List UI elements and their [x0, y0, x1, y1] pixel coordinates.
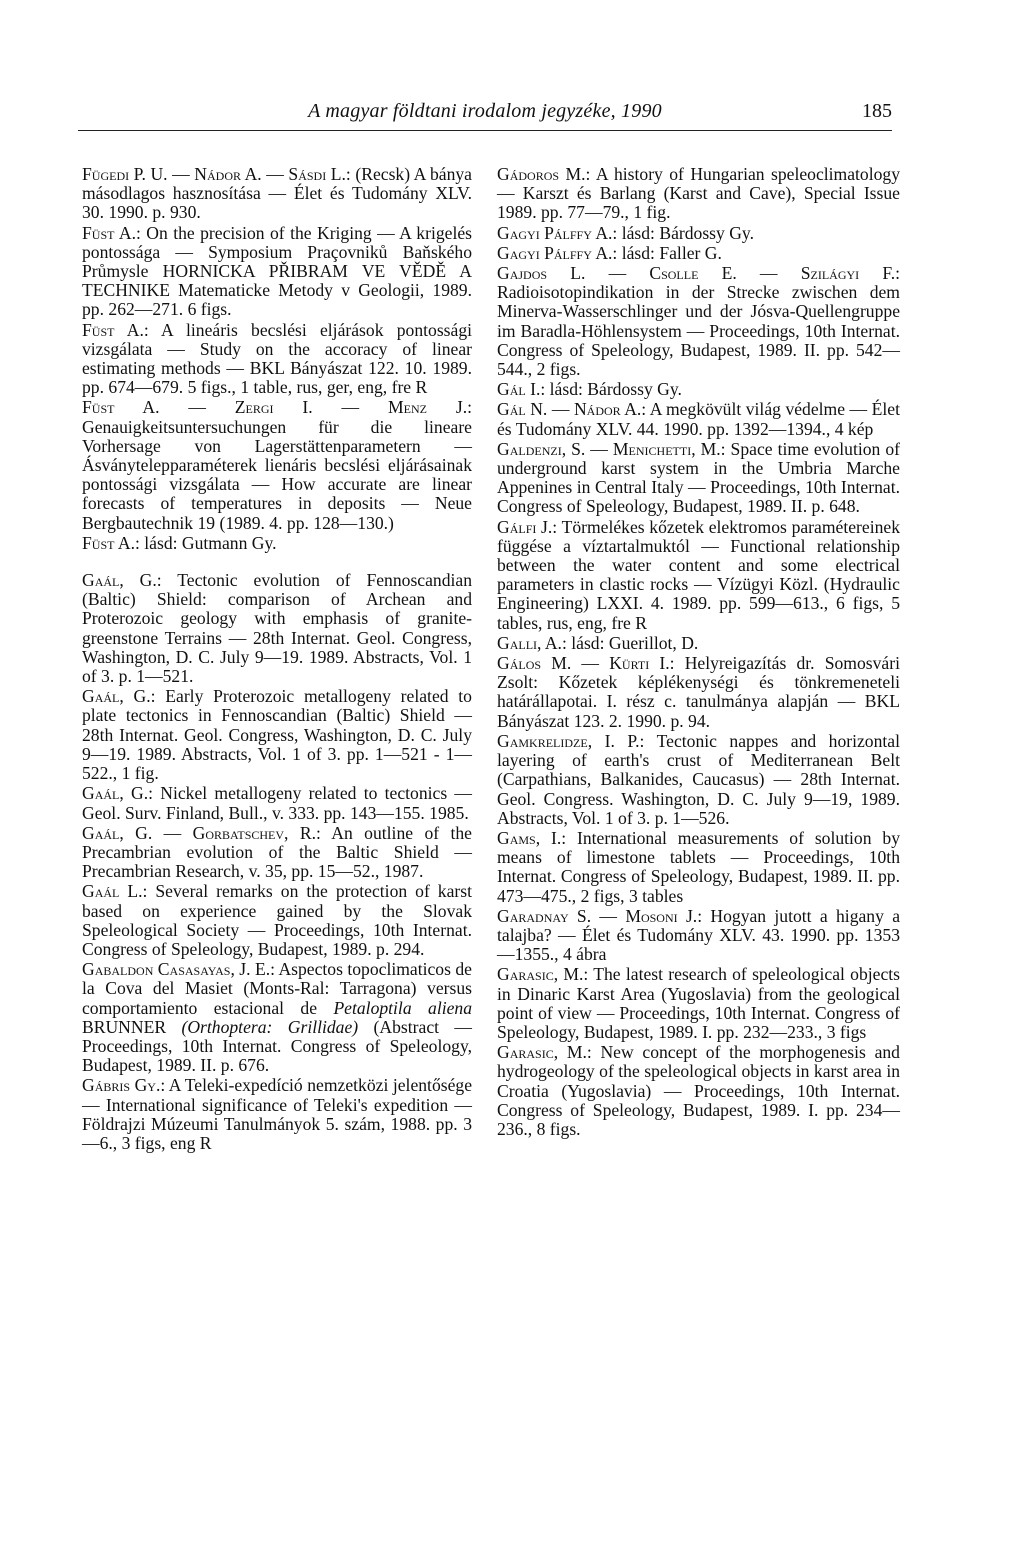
entry-author: Garadnay S. — Mosoni J.: — [497, 905, 703, 926]
entry-author: Gál N. — Nádor A.: — [497, 399, 647, 420]
bibliography-entry — [82, 882, 472, 959]
entry-citation: Space time evolution of underground karst system in the Umbria Marche Appenines in Central Italy — Proceedings, 10th Internat. Congress of Speleology, Budapest, 1989. II. p. 648. — [497, 438, 900, 517]
bibliography-entry — [82, 321, 472, 398]
entry-author: Gálfi J.: — [497, 516, 558, 537]
bibliography-entry — [82, 687, 472, 783]
entry-author: Garasic, M.: — [497, 964, 589, 985]
bibliography-entry — [497, 165, 900, 223]
bibliography-entry — [497, 244, 900, 263]
bibliography-entry — [497, 380, 900, 399]
entry-author: Gams, I.: — [497, 827, 567, 848]
entry-author: Füst A.: — [82, 222, 141, 243]
entry-author: Gajdos L. — Csolle E. — Szilágyi F.: — [497, 263, 900, 284]
entry-citation: The latest research of speleological objects in Dinaric Karst Area (Yugoslavia) from the geological point of view — Proceedings, 10th Internat. Congress of Speleology, Budapest, 1989. I. pp. 232—233., 3 figs — [497, 964, 900, 1042]
entry-citation: International measurements of solution by means of limestone tablets — Proceedings, 10th Internat. Congress of Speleology, Budapest, 1989. II. pp. 473—475., 2 figs, 3 tables — [497, 827, 900, 906]
page-number: 185 — [862, 100, 892, 122]
entry-author: Gabaldon Casasayas, J. E.: — [82, 959, 275, 980]
entry-author: Füst A. — Zergi I. — Menz J.: — [82, 397, 472, 418]
entry-citation: Nickel metallogeny related to tectonics — Geol. Surv. Finland, Bull., v. 333. pp. 143—155. 1985. — [82, 783, 472, 823]
entry-author: Füst A.: — [82, 532, 140, 553]
entry-citation: lásd: Guerillot, D. — [566, 632, 699, 653]
bibliography-entry — [82, 224, 472, 320]
entry-author: Gaál L.: — [82, 881, 148, 902]
bibliography-entry — [82, 398, 472, 532]
entry-citation: Several remarks on the protection of karst based on experience gained by the Slovak Speleological Society — Proceedings, 10th Internat. Congress of Speleology, Budapest, 1989. p. 294. — [82, 881, 472, 959]
entry-author: Gagyi Pálffy A.: — [497, 222, 618, 243]
entry-author: Gaál, G.: — [82, 570, 162, 591]
entry-citation: A Teleki-expedíció nemzetközi jelentősége — International significance of Teleki's expedition — Földrajzi Múzeumi Tanulmányok 5. szám, 1988. pp. 3—6., 3 figs, eng R — [82, 1075, 472, 1153]
bibliography-entry — [82, 1076, 472, 1153]
bibliography-entry — [497, 1043, 900, 1139]
entry-author: Gaál, G. — Gorbatschev, R.: — [82, 822, 321, 843]
entry-citation: New concept of the morphogenesis and hydrogeology of the speleological objects in karst area in Croatia (Yugoslavia) — Proceedings, 10th Internat. Congress of Speleology, Budapest, 1989. I. pp. 234—236., 8 figs. — [497, 1042, 900, 1139]
entry-citation: Helyreigazítás dr. Somosvári Zsolt: Kőzetek képlékenységi és tönkremeneteli határállapotai. I. rész c. tanulmánya alapján — BKL Bányászat 123. 2. 1990. p. 94. — [497, 653, 900, 731]
entry-citation: Genauigkeitsuntersuchungen für die lineare Vorhersage von Lagerstättenparametern — Ásványtelepparaméterek lienáris becslési eljárásainak pontossági vizsgálata — How accurate are linear forecasts of temperatures in deposits — Neue Bergbautechnik 19 (1989. 4. pp. 128—130.) — [82, 416, 472, 533]
running-header — [78, 96, 892, 131]
taxon-order: (Orthoptera: Grillidae) — [181, 1016, 359, 1037]
entry-author: Galli, A.: — [497, 632, 567, 653]
entry-citation: (Recsk) A bánya másodlagos hasznosítása — Élet és Tudomány XLV. 30. 1990. p. 930. — [82, 164, 472, 223]
bibliography-entry — [82, 824, 472, 882]
entry-author: Garasic, M.: — [497, 1042, 592, 1063]
entry-citation: lásd: Faller G. — [617, 242, 722, 263]
entry-citation: An outline of the Precambrian evolution of the Baltic Shield — Precambrian Research, v. 35, pp. 15—52., 1987. — [82, 822, 472, 882]
bibliography-entry — [82, 165, 472, 223]
entry-citation: Radioisotopindikation in der Strecke zwischen dem Minerva-Wasserschlinger und der Jósva-Quellengruppe im Baradla-Höhlensystem — Proceedings, 10th Internat. Congress of Speleology, Budapest, 1989. II. pp. 542—544., 2 figs. — [497, 282, 900, 380]
bibliography-entry — [497, 907, 900, 965]
entry-author: Gábris Gy.: — [82, 1075, 166, 1096]
entry-citation: A megkövült világ védelme — Élet és Tudomány XLV. 44. 1990. pp. 1392—1394., 4 kép — [497, 399, 900, 439]
entry-citation: lásd: Gutmann Gy. — [139, 532, 277, 553]
bibliography-entry — [497, 634, 900, 653]
entry-citation-part: (Abstract — Proceedings, 10th Internat. Congress of Speleology, Budapest, 1989. II. p. 676. — [82, 1016, 473, 1076]
bibliography-entry — [497, 400, 900, 438]
entry-citation: lásd: Bárdossy Gy. — [545, 379, 682, 400]
entry-citation: Tectonic evolution of Fennoscandian (Baltic) Shield: comparison of Archean and Proterozoic geology with emphasis of granite-greenstone Terrains — 28th Internat. Geol. Congress, Washington, D. C. July 9—19. 1989. Abstracts, Vol. 1 of 3. p. 1—521. — [82, 570, 472, 687]
entry-citation: Hogyan jutott a higany a talajba? — Élet és Tudomány XLV. 43. 1990. pp. 1353—1355., 4 ábra — [497, 905, 901, 965]
entry-citation: Törmelékes kőzetek elektromos paramétereinek függése a víztartalmuktól — Functional relationship between the water content and some electrical parameters in clastic rocks — Vízügyi Közl. (Hydraulic Engineering) LXXI. 4. 1989. pp. 599—613., 6 figs, 5 tables, rus, eng, fre R — [497, 516, 900, 633]
running-title: A magyar földtani irodalom jegyzéke, 1990 — [308, 100, 662, 122]
bibliography-entry — [497, 732, 900, 828]
entry-citation: On the precision of the Kriging — A krigelés pontossága — Symposium Praçovniků Baňského Průmysle HORNICKA PŘIBRAM VE VĚDĚ A TECHNIKE Matematicke Metody v Geologii, 1989. pp. 262—271. 6 figs. — [82, 222, 472, 320]
bibliography-entry — [82, 534, 472, 553]
entry-citation: A history of Hungarian speleoclimatology — Karszt és Barlang (Karst and Cave), Special Issue 1989. pp. 77—79., 1 fig. — [497, 164, 900, 223]
bibliography-entry — [497, 965, 900, 1042]
entry-citation: A lineáris becslési eljárások pontossági vizsgálata — Study on the accoracy of linear estimating methods — BKL Bányászat 122. 10. 1989. pp. 674—679. 5 figs., 1 table, rus, ger, eng, fre R — [82, 319, 473, 398]
entry-author: Gaál, G.: — [82, 783, 154, 804]
entry-author: Gálos M. — Kürti I.: — [497, 653, 675, 674]
entry-citation-part: BRUNNER — [82, 1016, 182, 1037]
bibliography-entry — [82, 571, 472, 686]
bibliography-entry — [497, 654, 900, 731]
entry-author: Gagyi Pálffy A.: — [497, 242, 618, 263]
entry-citation: Aspectos topoclimaticos de la Cova del Masiet (Monts-Ral: Tarragona) versus comportamiento estacional de — [82, 959, 472, 1018]
entry-citation: Early Proterozoic metallogeny related to plate tectonics in Fennoscandian (Baltic) Shield — 28th Internat. Geol. Congress, Washington, D. C. July 9—19. 1989. Abstracts, Vol. 1 of 3. pp. 1—521 - 1—522., 1 fig. — [82, 686, 472, 784]
entry-author: Füst A.: — [82, 319, 149, 340]
bibliography-entry — [497, 518, 900, 633]
entry-author: Galdenzi, S. — Menichetti, M.: — [497, 438, 726, 459]
right-column — [497, 165, 900, 1139]
bibliography-entry — [497, 224, 900, 243]
bibliography-entry — [82, 960, 472, 1075]
bibliography-entry — [497, 440, 900, 517]
entry-author: Gádoros M.: — [497, 164, 591, 184]
entry-author: Gaál, G.: — [82, 686, 156, 707]
entry-author: Gamkrelidze, I. P.: — [497, 730, 645, 751]
entry-author: Gál I.: — [497, 379, 546, 400]
entry-citation: lásd: Bárdossy Gy. — [617, 222, 754, 243]
left-column — [82, 165, 472, 1153]
bibliography-entry — [82, 784, 472, 822]
taxon-name: Petaloptila aliena — [333, 997, 472, 1018]
bibliography-entry — [497, 829, 900, 906]
bibliography-entry — [497, 264, 900, 379]
entry-citation: Tectonic nappes and horizontal layering of earth's crust of Mediterranean Belt (Carpathians, Balkanides, Caucasus) — 28th Internat. Geol. Congress. Washington, D. C. July 9—19, 1989. Abstracts, Vol. 1 of 3. p. 1—526. — [497, 730, 900, 828]
entry-author: Fügedi P. U. — Nádor A. — Sásdi L.: — [82, 164, 351, 184]
